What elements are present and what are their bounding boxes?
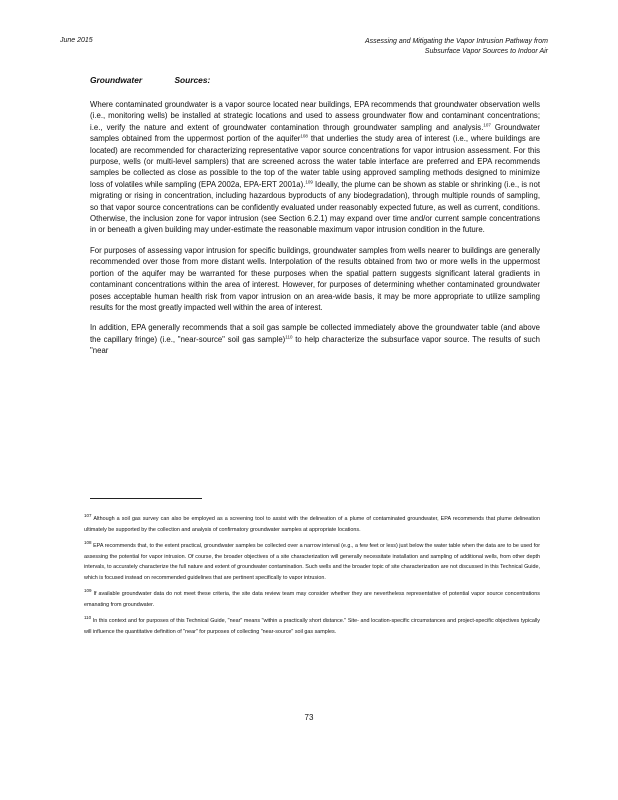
footnote-ref[interactable]: 107	[483, 122, 491, 128]
footnote-ref[interactable]: 108	[300, 133, 308, 139]
footnote-number: 110	[84, 615, 92, 621]
header-title-line2: Subsurface Vapor Sources to Indoor Air	[424, 48, 548, 55]
footnotes	[84, 514, 540, 643]
page-number: 73	[304, 713, 314, 722]
header-date: June 2015	[60, 37, 93, 44]
footnote-text: Although a soil gas survey can also be employed as a screening tool to assist with the delineation of a plume of contaminated groundwater, EPA recommends that plume delineation ultimately be supported by the collection and analysis of confirmatory groundwater samples at appropriate locations.	[84, 516, 540, 533]
footnote-text: EPA recommends that, to the extent practical, groundwater samples be collected over a narrow interval (e.g., a few feet or less) just below the water table when the data are to be used for assessing the potential for vapor intrusion. Of course, the broader objectives of a site characterization will generally necessitate installation and sampling of additional wells, from other depth intervals, to accurately characterize the full nature and extent of groundwater contamination. Such wells and the broader topic of site characterization are not discussed in this Technical Guide, which is focused instead on recommended guidelines that are pertinent specifically to vapor intrusion.	[84, 543, 540, 581]
paragraph-text: Where contaminated groundwater is a vapor source located near buildings, EPA recommends that groundwater observation wells (i.e., monitoring wells) be installed at strategic locations and used to assess groundwater flow and contaminant concentrations; i.e., verify the nature and extent of groundwater contamination through groundwater sampling and analysis.	[90, 100, 540, 132]
paragraph-text: Ideally, the plume can be shown as stable or shrinking (i.e., is not migrating or rising in concentration, including hazardous byproducts of any biodegradation), through multiple rounds of sampling, so that vapor source concentrations can be confidently evaluated under reasonably expected future, as well as current, conditions. Otherwise, the inclusion zone for vapor intrusion (see Section 6.2.1) may expand over time and/or current sample concentrations in or beneath a given building may under-estimate the reasonable maximum vapor intrusion condition in the future.	[90, 179, 541, 235]
paragraph-text: Groundwater samples obtained from the uppermost portion of the aquifer	[90, 122, 540, 144]
footnote	[84, 541, 540, 583]
paragraph	[90, 322, 540, 356]
footnote-divider	[90, 498, 202, 499]
footnote	[84, 616, 540, 637]
footnote	[84, 514, 540, 535]
paragraph-text: that underlies the study area of interest (i.e., where buildings are located) are recommended for characterizing representative vapor source concentrations for vapor intrusion assessment. For this purpose, wells (or multi-level samplers) that are screened across the water table interface are preferred and EPA recommends samples be collected as close as possible to the top of the water table using approved sampling methods designed to minimize loss of volatiles while sampling (EPA 2002a, EPA-ERT 2001a).	[90, 134, 540, 189]
footnote-number: 109	[84, 588, 92, 594]
footnote-text: If available groundwater data do not meet these criteria, the site data review team may consider whether they are nevertheless representative of potential vapor source concentrations emanating from groundwater.	[84, 591, 540, 608]
footnote	[84, 589, 540, 610]
paragraph-text: In addition, EPA generally recommends that a soil gas sample be collected immediately above the groundwater table (and above the capillary fringe) (i.e., "near-source" soil gas sample)	[90, 323, 540, 344]
body-text	[90, 99, 540, 366]
footnote-text: In this context and for purposes of this Technical Guide, "near" means "within a practically short distance." Site- and location-specific circumstances and project-specific objectives typically will influence the quantitative definition of "near" for purposes of collecting "near-source" soil gas samples.	[84, 618, 540, 635]
section-title: Groundwater Sources:	[90, 75, 211, 85]
header-title-line1: Assessing and Mitigating the Vapor Intrusion Pathway from	[364, 38, 548, 45]
footnote-ref[interactable]: 110	[285, 334, 293, 340]
paragraph	[90, 99, 540, 236]
footnote-ref[interactable]: 109	[305, 179, 313, 185]
header-title	[365, 37, 548, 57]
paragraph-text: to help characterize the subsurface vapor source. The results of such "near	[90, 334, 540, 356]
footnote-number: 107	[84, 513, 92, 519]
footnote-number: 108	[84, 540, 92, 546]
paragraph: For purposes of assessing vapor intrusion for specific buildings, groundwater samples from wells nearer to buildings are generally recommended over those from more distant wells. Interpolation of the results obtained from two or more wells in the uppermost portion of the aquifer may be warranted for these purposes when the spatial pattern suggests significant lateral gradients in contaminant concentrations within the area of interest. However, for purposes of determining whether contaminated groundwater poses acceptable human health risk from vapor intrusion on an area-wide basis, it may be more appropriate to utilize sampling results for the most greatly impacted well within the area of interest.	[90, 245, 540, 312]
